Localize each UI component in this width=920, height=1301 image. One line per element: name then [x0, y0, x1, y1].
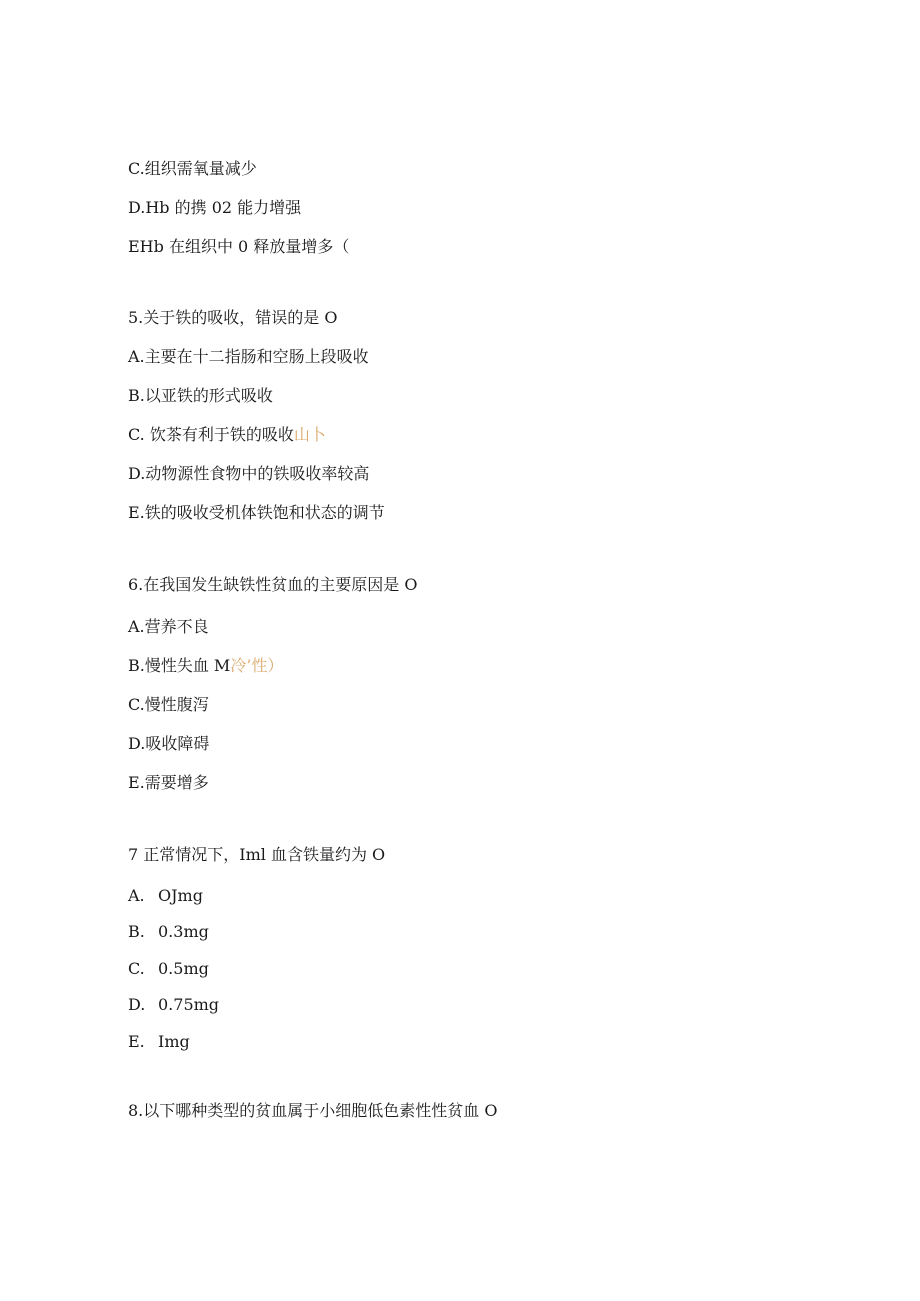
q7-option-letter: B. — [128, 922, 145, 941]
q5-option-d: D.动物源性食物中的铁吸收率较高 — [128, 464, 370, 483]
q4-option-e: EHb 在组织中 0 释放量增多（ — [128, 237, 350, 256]
q4-option-d: D.Hb 的携 02 能力增强 — [128, 198, 302, 217]
q6-option-e: E.需要增多 — [128, 773, 209, 792]
q7-option-letter: A. — [128, 886, 145, 905]
q7-stem: 7 正常情况下，Iml 血含铁量约为 O — [128, 845, 386, 864]
q5-stem: 5.关于铁的吸收，错误的是 O — [128, 308, 338, 327]
q7-option-letter: D. — [128, 995, 146, 1014]
q7-option-text: OJmg — [158, 886, 203, 905]
q4-option-c: C.组织需氧量减少 — [128, 159, 257, 178]
q5-option-b: B.以亚铁的形式吸收 — [128, 386, 273, 405]
q6-option-c: C.慢性腹泻 — [128, 695, 209, 714]
q7-option-text: 0.75mg — [158, 995, 220, 1014]
q6-option-a: A.营养不良 — [128, 617, 209, 636]
q7-option-letter: E. — [128, 1032, 145, 1051]
q7-option-text: 0.5mg — [158, 959, 209, 978]
q5-option-c-annotation: 山卜 — [293, 425, 326, 444]
q6-option-b — [128, 656, 283, 676]
q5-option-c-text: C. 饮茶有利于铁的吸收 — [128, 425, 294, 444]
q7-option-a — [128, 886, 203, 906]
q6-stem: 6.在我国发生缺铁性贫血的主要原因是 O — [128, 575, 418, 594]
q5-option-e: E.铁的吸收受机体铁饱和状态的调节 — [128, 503, 385, 522]
q7-option-text: Img — [158, 1032, 190, 1051]
q7-option-b — [128, 922, 209, 942]
q5-option-a: A.主要在十二指肠和空肠上段吸收 — [128, 347, 369, 366]
q7-option-text: 0.3mg — [158, 922, 209, 941]
q7-option-letter: C. — [128, 959, 145, 978]
q8-stem: 8.以下哪种类型的贫血属于小细胞低色素性性贫血 O — [128, 1101, 498, 1120]
q6-option-d: D.吸收障碍 — [128, 734, 210, 753]
q6-option-b-text: B.慢性失血 M — [128, 656, 231, 675]
q7-option-d — [128, 995, 219, 1015]
q6-option-b-annotation: 冷’性） — [230, 656, 284, 675]
q5-option-c — [128, 425, 326, 445]
q7-option-c — [128, 959, 209, 979]
q7-option-e — [128, 1032, 190, 1052]
